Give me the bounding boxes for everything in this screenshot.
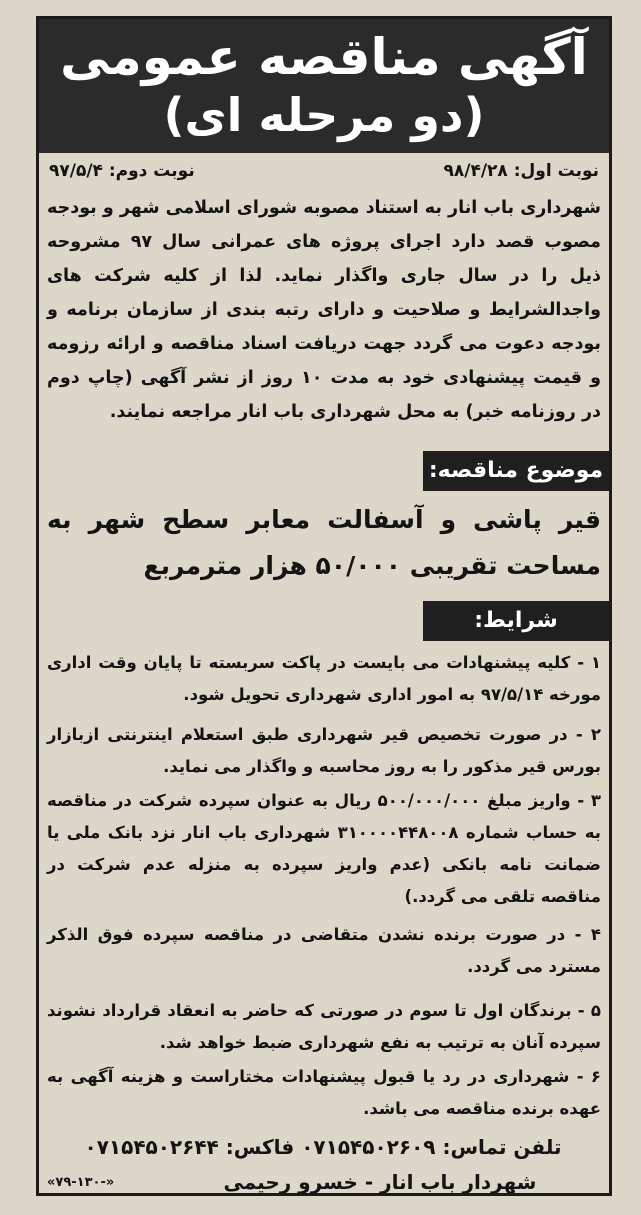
tender-notice xyxy=(36,16,612,1196)
publication-dates xyxy=(49,157,599,187)
notice-subtitle: (دو مرحله ای) xyxy=(163,88,485,142)
condition-item: ۶ - شهرداری در رد یا قبول پیشنهادات مختاراست و هزینه آگهی به عهده برنده مناقصه می باشد. xyxy=(47,1067,601,1118)
intro-paragraph: شهرداری باب انار به استناد مصوبه شورای اسلامی شهر و بودجه مصوب قصد دارد اجرای پروژه های عمرانی سال ۹۷ مشروحه ذیل را در سال جاری واگذار نماید. لذا از کلیه شرکت های واجدالشرایط و صلاحیت و دارای رتبه بندی از سازمان برنامه و بودجه دعوت می گردد جهت دریافت اسناد مناقصه و ارائه رزومه و قیمت پیشنهادی خود به مدت ۱۰ روز از نشر آگهی (چاپ دوم در روزنامه خبر) به محل شهرداری باب انار مراجعه نمایند. xyxy=(47,198,601,422)
contact-phone-fax: تلفن تماس: ۰۷۱۵۴۵۰۲۶۰۹ فاکس: ۰۷۱۵۴۵۰۲۶۴۴ xyxy=(84,1135,562,1159)
second-notice-date: نوبت دوم: ۹۷/۵/۴ xyxy=(49,161,195,181)
condition-item: ۱ - کلیه پیشنهادات می بایست در پاکت سربسته تا پایان وقت اداری مورخه ۹۷/۵/۱۴ به امور اداری شهرداری تحویل شود. xyxy=(47,653,601,704)
subject-text: قیر پاشی و آسفالت معابر سطح شهر به مساحت تقریبی ۵۰/۰۰۰ هزار مترمربع xyxy=(47,505,601,580)
condition-item: ۴ - در صورت برنده نشدن متقاضی در مناقصه سپرده فوق الذکر مسترد می گردد. xyxy=(47,925,601,976)
condition-item: ۳ - واریز مبلغ ۵۰۰/۰۰۰/۰۰۰ ریال به عنوان سپرده شرکت در مناقصه به حساب شماره ۳۱۰۰۰۰۴۴۸۰۰۸ شهرداری باب انار نزد بانک ملی یا ضمانت نامه بانکی (عدم واریز سپرده به منزله عدم شرکت در مناقصه تلقی می گردد.) xyxy=(47,791,601,906)
subject-heading: موضوع مناقصه: xyxy=(423,451,609,491)
condition-item: ۲ - در صورت تخصیص قیر شهرداری طبق استعلام اینترنتی ازبازار بورس قیر مذکور را به روز محاسبه و واگذار می نماید. xyxy=(47,725,601,776)
mayor-signature: شهردار باب انار - خسرو رحیمی xyxy=(223,1170,537,1194)
ad-code: «۷۹-۱۳۰-» xyxy=(47,1175,115,1190)
title-banner xyxy=(39,19,609,153)
condition-item: ۵ - برندگان اول تا سوم در صورتی که حاضر به انعقاد قرارداد نشوند سپرده آنان به ترتیب به نفع شهرداری ضبط خواهد شد. xyxy=(47,1001,601,1052)
first-notice-date: نوبت اول: ۹۸/۴/۲۸ xyxy=(443,161,599,181)
notice-title: آگهی مناقصه عمومی xyxy=(60,28,588,86)
conditions-heading: شرایط: xyxy=(423,601,609,641)
